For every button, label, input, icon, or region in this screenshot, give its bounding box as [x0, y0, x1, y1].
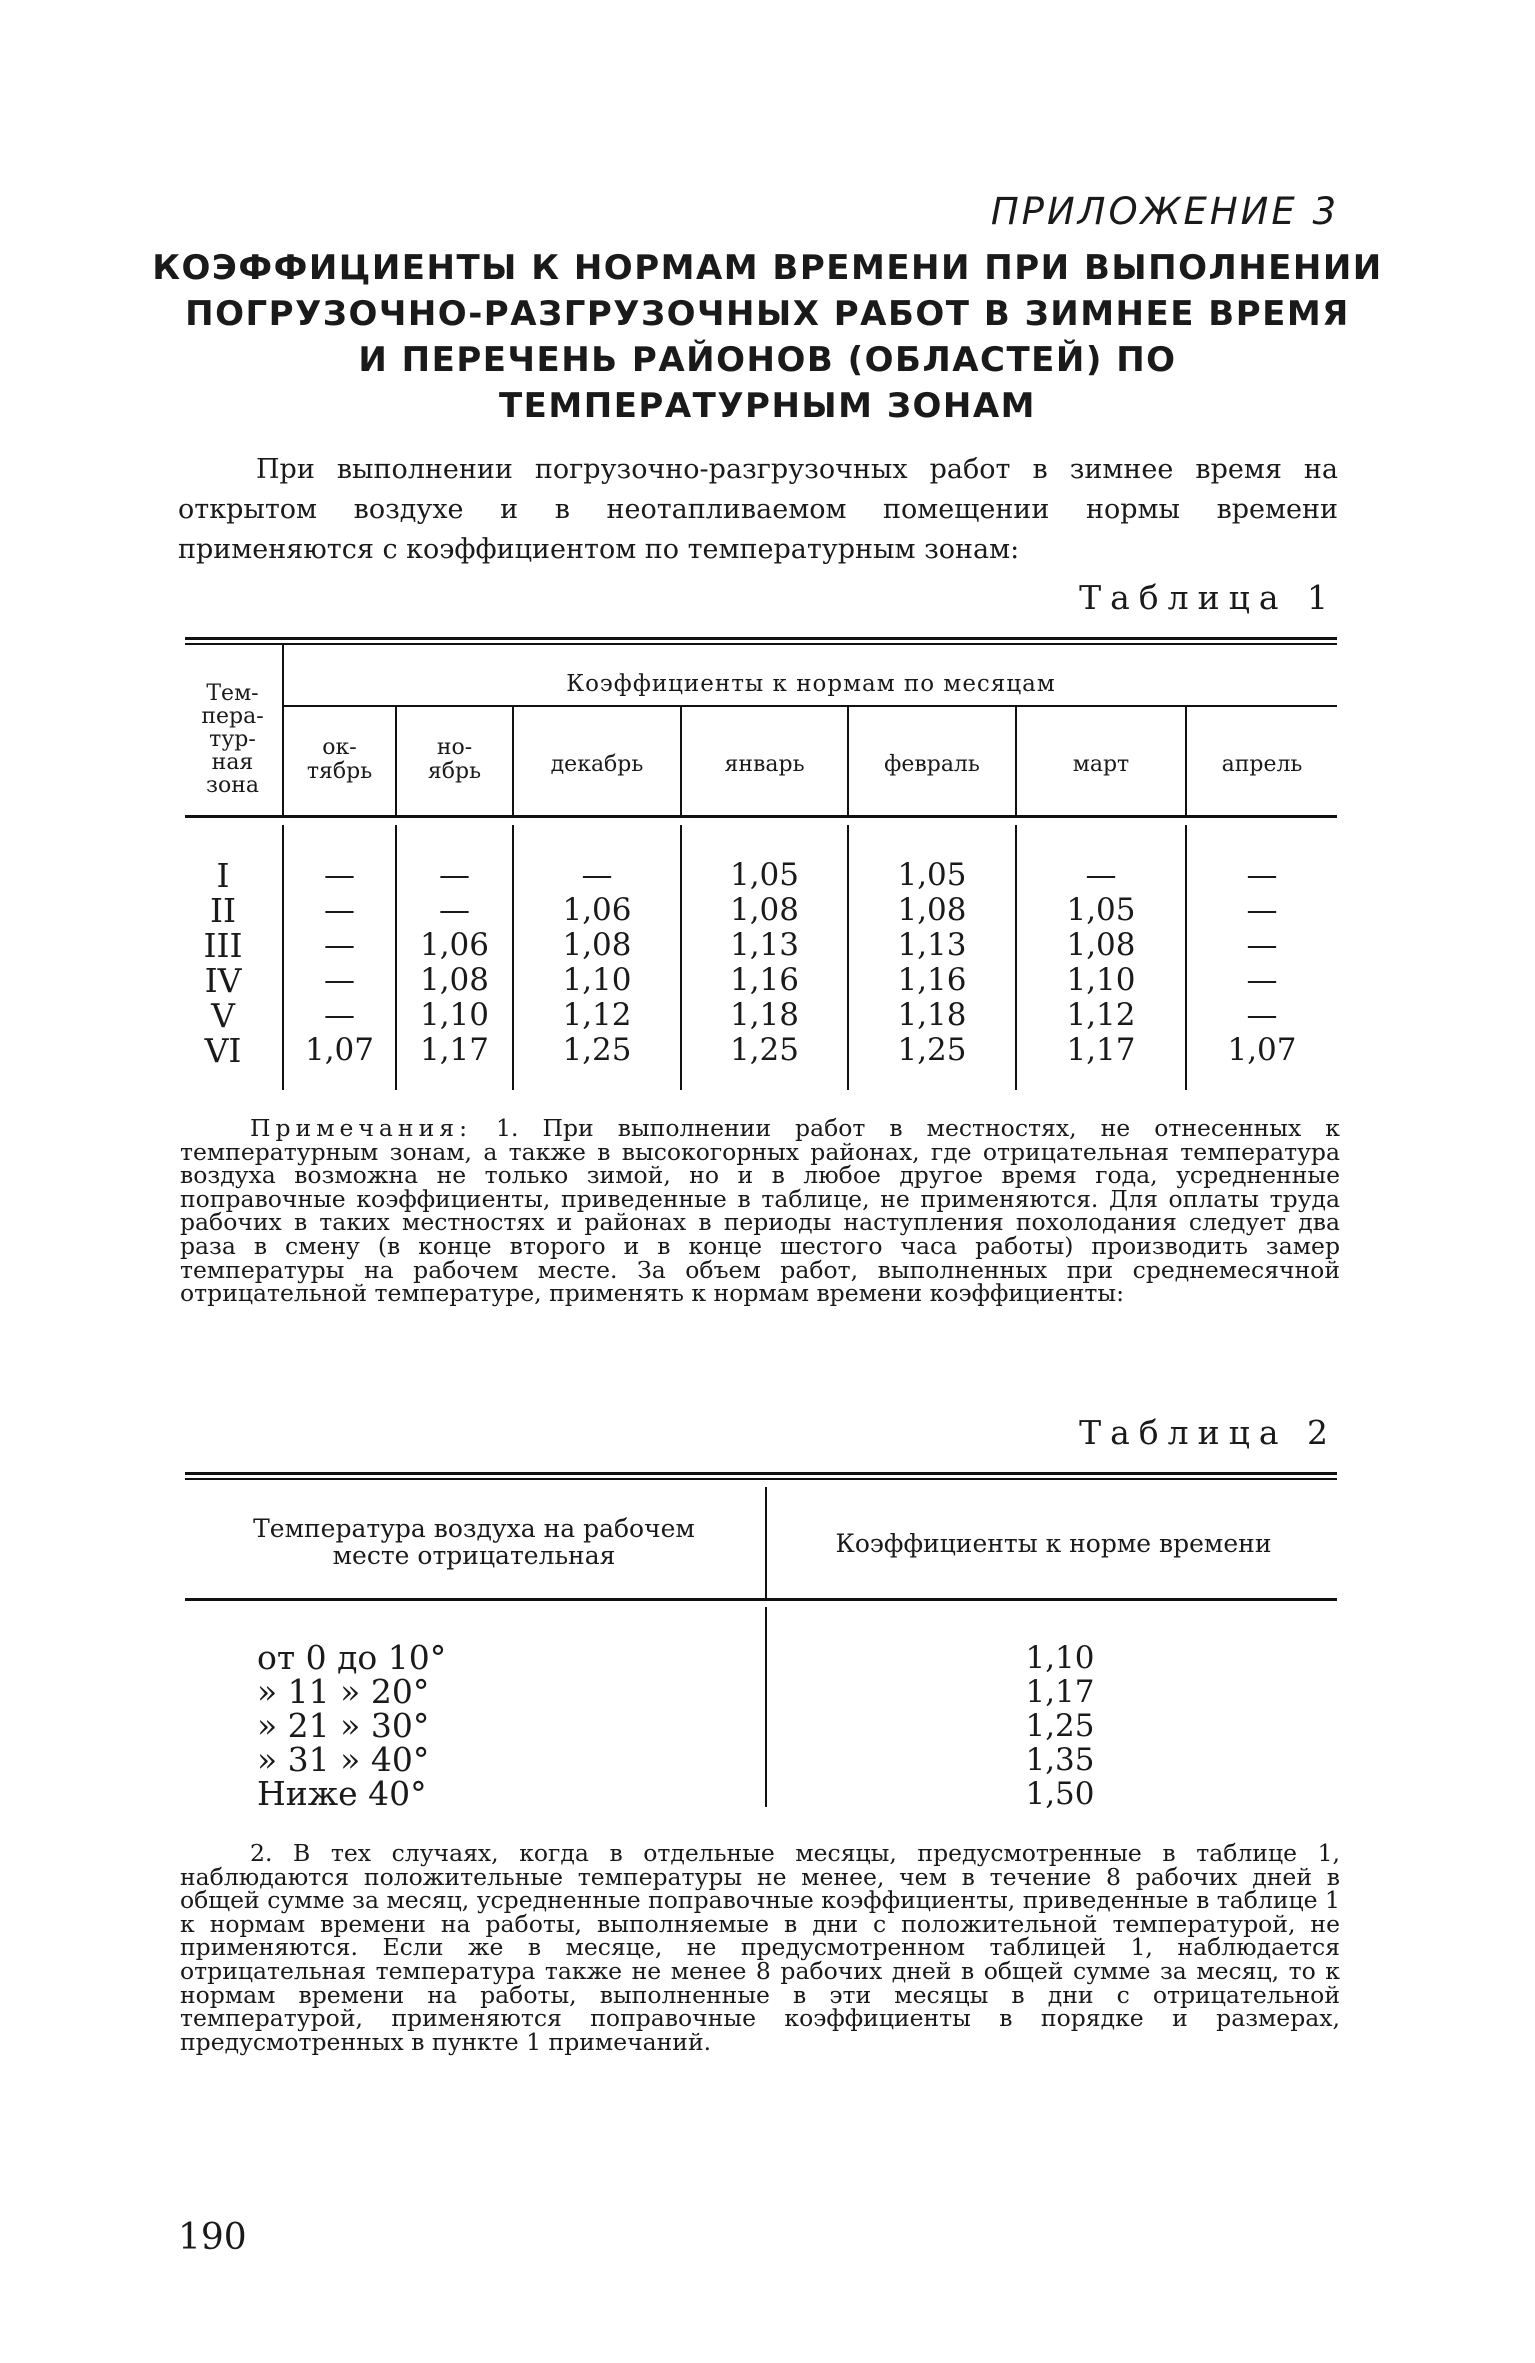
table-cell: —	[324, 892, 355, 928]
table-cell: 1,08	[419, 962, 490, 998]
table1-month-header: март	[1072, 752, 1130, 777]
page-title	[150, 245, 1385, 429]
zone-label: V	[211, 996, 235, 1035]
zone-label: II	[209, 891, 237, 930]
table2-header-rule	[185, 1598, 1337, 1601]
note-2	[180, 1839, 1340, 2056]
table1-top-rule	[185, 637, 1337, 640]
table-cell: 1,12	[562, 997, 632, 1033]
title-line: КОЭФФИЦИЕНТЫ К НОРМАМ ВРЕМЕНИ ПРИ ВЫПОЛНЕНИИ	[152, 248, 1383, 288]
note-1	[180, 1114, 1340, 1308]
table-cell: 1,08	[1066, 927, 1136, 963]
table-cell: —	[581, 857, 613, 893]
table-cell: —	[324, 857, 355, 893]
table-cell: 1,25	[729, 1032, 800, 1068]
table-cell: —	[1246, 997, 1278, 1033]
table-cell: —	[1246, 927, 1278, 963]
table-cell: 1,17	[1025, 1674, 1095, 1710]
page-number: 190	[178, 2217, 247, 2258]
table1-group-rule	[282, 705, 1337, 707]
table-cell: 1,16	[729, 962, 800, 998]
table-cell: 1,25	[562, 1032, 632, 1068]
table-cell: 1,50	[1025, 1776, 1095, 1812]
table-cell: 1,17	[419, 1032, 490, 1068]
table-cell: 1,08	[729, 892, 800, 928]
table-cell: —	[1246, 892, 1278, 928]
zone-label: I	[216, 856, 230, 895]
table-cell: 1,10	[1025, 1640, 1095, 1676]
table1-caption: Таблица 1	[1079, 578, 1337, 617]
table-cell: —	[324, 997, 355, 1033]
temperature-range: Ниже 40°	[257, 1774, 427, 1813]
table-cell: 1,18	[897, 997, 967, 1033]
zone-label: IV	[204, 961, 242, 1000]
table-cell: —	[1246, 962, 1278, 998]
table-cell: 1,08	[897, 892, 967, 928]
table1-top-rule-inner	[185, 643, 1337, 645]
table-cell: 1,05	[1066, 892, 1136, 928]
notes-label: Примечания:	[250, 1114, 473, 1142]
table-cell: —	[439, 857, 470, 893]
table-cell: 1,13	[729, 927, 800, 963]
table1-month-header: апрель	[1221, 752, 1303, 777]
table2-top-rule	[185, 1472, 1337, 1475]
table-cell: —	[324, 927, 355, 963]
intro-paragraph	[178, 450, 1338, 570]
table2-header-right: Коэффициенты к норме времени	[835, 1529, 1272, 1558]
table-cell: 1,10	[562, 962, 632, 998]
table-cell: 1,07	[1227, 1032, 1297, 1068]
table2-vline	[765, 1487, 767, 1598]
table1-month-header: но- ябрь	[427, 735, 482, 784]
table-cell: —	[324, 962, 355, 998]
table1-group-header: Коэффициенты к нормам по месяцам	[566, 671, 1056, 697]
table-cell: —	[439, 892, 470, 928]
table-cell: 1,10	[419, 997, 490, 1033]
table-cell: 1,12	[1066, 997, 1136, 1033]
table-cell: 1,25	[1025, 1708, 1095, 1744]
table1-header-rule	[185, 815, 1337, 818]
table-cell: 1,06	[562, 892, 632, 928]
table-cell: 1,35	[1025, 1742, 1095, 1778]
table-cell: —	[1085, 857, 1117, 893]
table-cell: 1,17	[1066, 1032, 1136, 1068]
temperature-range: от 0 до 10°	[257, 1638, 447, 1677]
table-cell: 1,05	[897, 857, 967, 893]
title-line: ТЕМПЕРАТУРНЫМ ЗОНАМ	[498, 386, 1036, 426]
table1-month-header: ок- тябрь	[306, 735, 373, 784]
appendix-label: ПРИЛОЖЕНИЕ 3	[990, 190, 1339, 233]
table-cell: 1,07	[304, 1032, 375, 1068]
temperature-range: » 11 » 20°	[257, 1672, 430, 1711]
table-cell: 1,06	[419, 927, 490, 963]
table-cell: 1,25	[897, 1032, 967, 1068]
note-2-text: 2. В тех случаях, когда в отдельные месяцы, предусмотренные в таблице 1, наблюдаются положительные температуры не менее, чем в течение 8 рабочих дней в общей сумме за месяц, усредненные поправочные коэффициенты, приведенные в таблице 1 к нормам времени на работы, выполняемые в дни с положительной температурой, не применяются. Если же в месяце, не предусмотренном таблицей 1, наблюдается отрицательная температура также не менее 8 рабочих дней в общей сумме за месяц, то к нормам времени на работы, выполненные в эти месяцы в дни с отрицательной температурой, применяются поправочные коэффициенты в порядке и размерах, предусмотренных в пункте 1 примечаний.	[180, 1839, 1340, 2056]
zone-label: III	[203, 926, 243, 965]
temperature-range: » 21 » 30°	[257, 1706, 430, 1745]
table1-month-header: январь	[724, 752, 805, 777]
temperature-range: » 31 » 40°	[257, 1740, 430, 1779]
intro-text: При выполнении погрузочно-разгрузочных работ в зимнее время на открытом воздухе и в неотапливаемом помещении нормы времени применяются с коэффициентом по температурным зонам:	[178, 454, 1338, 565]
table2-top-rule-inner	[185, 1478, 1337, 1480]
table-cell: —	[1246, 857, 1278, 893]
table-cell: 1,08	[562, 927, 632, 963]
zone-label: VI	[204, 1031, 242, 1070]
table2-header-left: Температура воздуха на рабочем месте отрицательная	[253, 1514, 695, 1570]
table-cell: 1,16	[897, 962, 967, 998]
table-cell: 1,13	[897, 927, 967, 963]
title-line: ПОГРУЗОЧНО-РАЗГРУЗОЧНЫХ РАБОТ В ЗИМНЕЕ ВРЕМЯ	[185, 294, 1350, 334]
table2-caption: Таблица 2	[1079, 1413, 1337, 1452]
table-cell: 1,18	[729, 997, 800, 1033]
table1-vline	[282, 645, 284, 815]
table1-month-header: декабрь	[550, 752, 644, 777]
table2-vline	[765, 1607, 767, 1807]
table-cell: 1,05	[729, 857, 800, 893]
table-cell: 1,10	[1066, 962, 1136, 998]
table1-month-header: февраль	[884, 752, 980, 777]
title-line: И ПЕРЕЧЕНЬ РАЙОНОВ (ОБЛАСТЕЙ) ПО	[358, 340, 1177, 380]
note-1-text: 1. При выполнении работ в местностях, не отнесенных к температурным зонам, а также в высокогорных районах, где отрицательная температура воздуха возможна не только зимой, но и в любое другое время года, усредненные поправочные коэффициенты, приведенные в таблице, не применяются. Для оплаты труда рабочих в таких местностях и районах в периоды наступления похолодания следует два раза в смену (в конце второго и в конце шестого часа работы) производить замер температуры на рабочем месте. За объем работ, выполненных при среднемесячной отрицательной температуре, применять к нормам времени коэффициенты:	[180, 1114, 1340, 1308]
table1-zone-header: Тем- пера- тур- ная зона	[201, 681, 264, 798]
